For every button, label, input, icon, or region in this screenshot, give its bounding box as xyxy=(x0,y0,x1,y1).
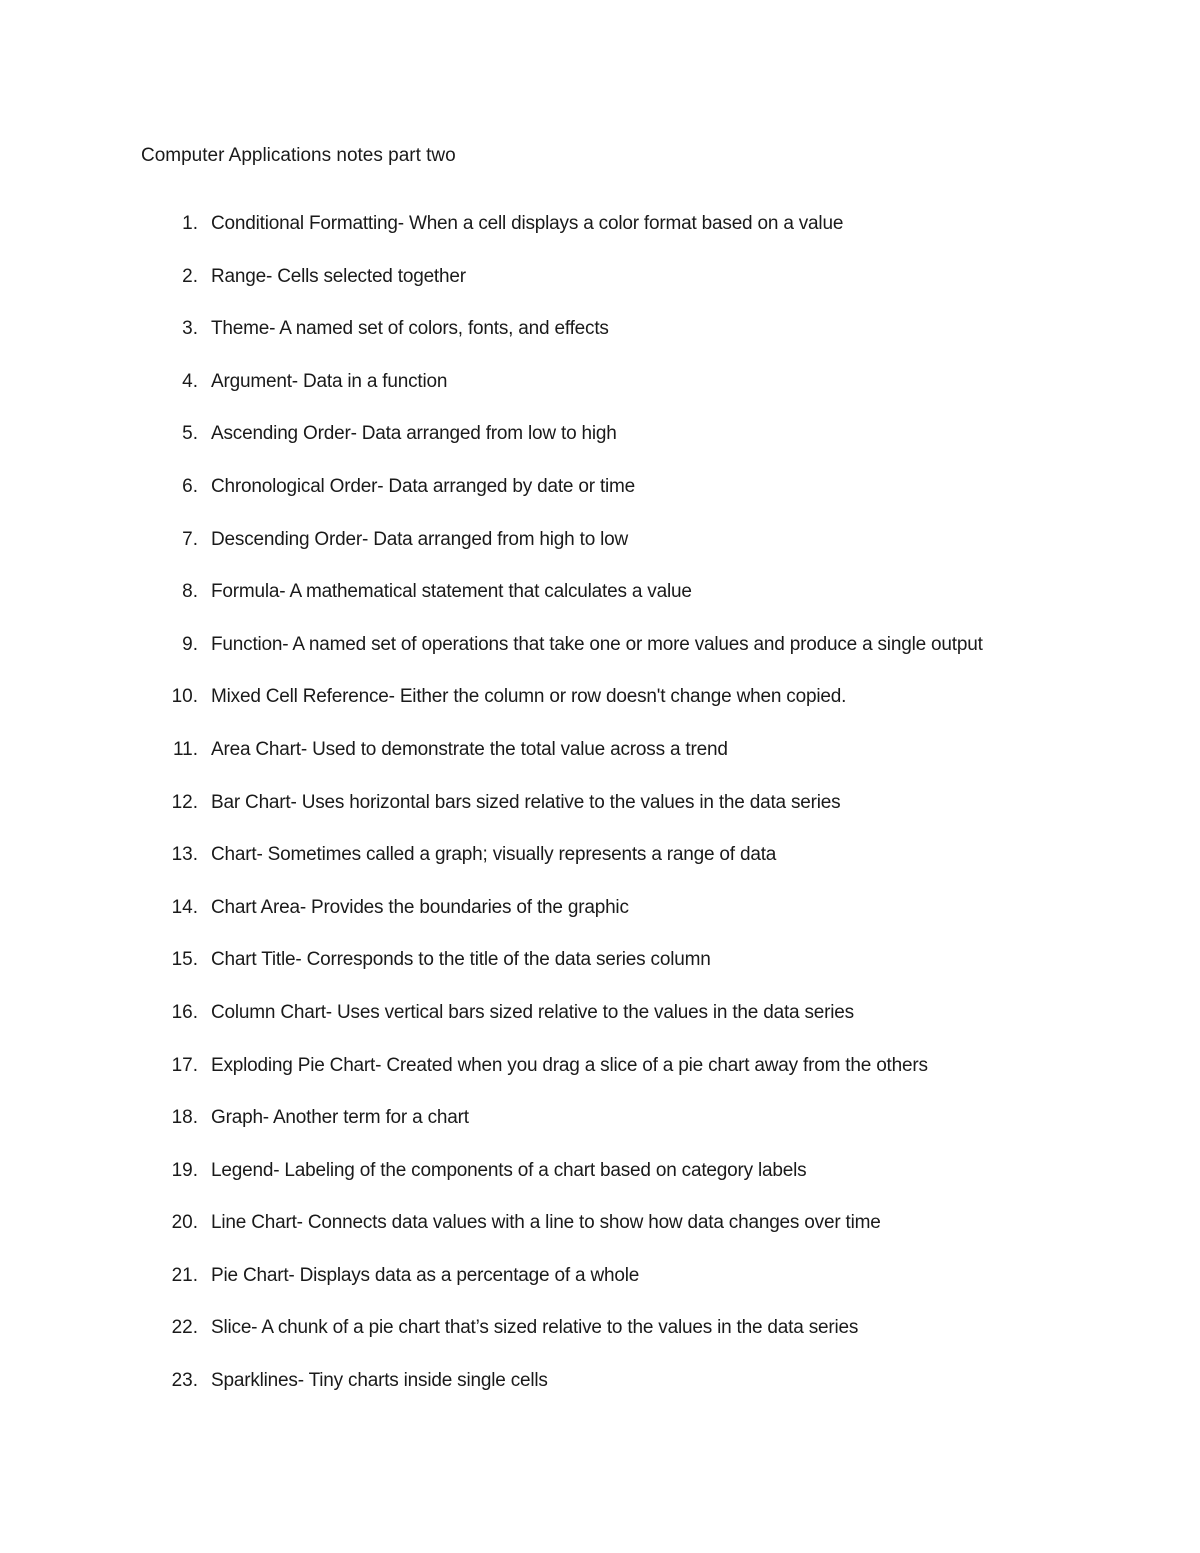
list-item xyxy=(0,1105,1200,1158)
item-text: Slice- A chunk of a pie chart that’s sized relative to the values in the data series xyxy=(211,1317,859,1339)
item-text: Exploding Pie Chart- Created when you drag a slice of a pie chart away from the others xyxy=(211,1054,928,1076)
item-number: 13. xyxy=(171,844,198,866)
list-item xyxy=(0,842,1200,895)
item-number: 3. xyxy=(182,318,198,340)
list-item xyxy=(0,632,1200,685)
list-item xyxy=(0,579,1200,632)
list-item xyxy=(0,421,1200,474)
item-text: Sparklines- Tiny charts inside single cells xyxy=(211,1370,548,1392)
list-item xyxy=(0,369,1200,422)
list-item xyxy=(0,1263,1200,1316)
item-text: Conditional Formatting- When a cell displays a color format based on a value xyxy=(211,213,844,234)
item-number: 11. xyxy=(172,738,198,760)
list-item xyxy=(0,474,1200,527)
item-text: Descending Order- Data arranged from high to low xyxy=(211,528,629,550)
item-number: 12. xyxy=(171,791,198,813)
list-item xyxy=(0,947,1200,1000)
item-number: 22. xyxy=(171,1317,198,1339)
item-text: Legend- Labeling of the components of a chart based on category labels xyxy=(211,1159,807,1181)
item-text: Formula- A mathematical statement that calculates a value xyxy=(211,581,692,603)
list-item xyxy=(0,895,1200,948)
item-number: 9. xyxy=(182,633,198,655)
list-item xyxy=(0,1315,1200,1368)
item-number: 8. xyxy=(182,581,198,603)
list-item xyxy=(0,527,1200,580)
list-item xyxy=(0,211,1200,264)
item-number: 4. xyxy=(182,370,198,392)
document-title: Computer Applications notes part two xyxy=(141,145,456,166)
list-item xyxy=(0,1053,1200,1106)
item-text: Ascending Order- Data arranged from low to high xyxy=(211,423,617,445)
item-number: 16. xyxy=(171,1001,198,1023)
item-text: Mixed Cell Reference- Either the column or row doesn't change when copied. xyxy=(211,686,847,708)
item-number: 19. xyxy=(171,1159,198,1181)
item-number: 14. xyxy=(171,896,198,918)
item-text: Argument- Data in a function xyxy=(211,370,448,392)
item-number: 7. xyxy=(182,528,198,550)
item-number: 5. xyxy=(182,423,198,445)
item-text: Function- A named set of operations that take one or more values and produce a single output xyxy=(211,633,983,655)
item-number: 20. xyxy=(171,1212,198,1234)
item-number: 10. xyxy=(171,686,198,708)
item-text: Range- Cells selected together xyxy=(211,265,466,287)
notes-list xyxy=(0,211,1200,1421)
list-item xyxy=(0,264,1200,317)
list-item xyxy=(0,1210,1200,1263)
list-item xyxy=(0,737,1200,790)
item-text: Area Chart- Used to demonstrate the total value across a trend xyxy=(211,738,728,760)
item-text: Column Chart- Uses vertical bars sized relative to the values in the data series xyxy=(211,1001,854,1023)
list-item xyxy=(0,316,1200,369)
item-text: Pie Chart- Displays data as a percentage of a whole xyxy=(211,1264,640,1286)
item-number: 23. xyxy=(171,1370,198,1392)
item-number: 2. xyxy=(182,265,198,287)
item-text: Line Chart- Connects data values with a line to show how data changes over time xyxy=(211,1212,881,1234)
list-item xyxy=(0,1158,1200,1211)
item-number: 1. xyxy=(182,213,198,234)
item-number: 15. xyxy=(171,949,198,971)
item-number: 17. xyxy=(171,1054,198,1076)
list-item xyxy=(0,684,1200,737)
item-text: Chart Area- Provides the boundaries of the graphic xyxy=(211,896,629,918)
item-text: Bar Chart- Uses horizontal bars sized relative to the values in the data series xyxy=(211,791,841,813)
item-text: Chart- Sometimes called a graph; visually represents a range of data xyxy=(211,844,777,866)
item-text: Chronological Order- Data arranged by date or time xyxy=(211,475,636,497)
item-text: Graph- Another term for a chart xyxy=(211,1107,469,1129)
item-text: Theme- A named set of colors, fonts, and effects xyxy=(211,318,609,340)
item-text: Chart Title- Corresponds to the title of the data series column xyxy=(211,949,711,971)
item-number: 18. xyxy=(171,1107,198,1129)
list-item xyxy=(0,1368,1200,1421)
list-item xyxy=(0,790,1200,843)
item-number: 21. xyxy=(171,1264,198,1286)
item-number: 6. xyxy=(182,475,198,497)
list-item xyxy=(0,1000,1200,1053)
